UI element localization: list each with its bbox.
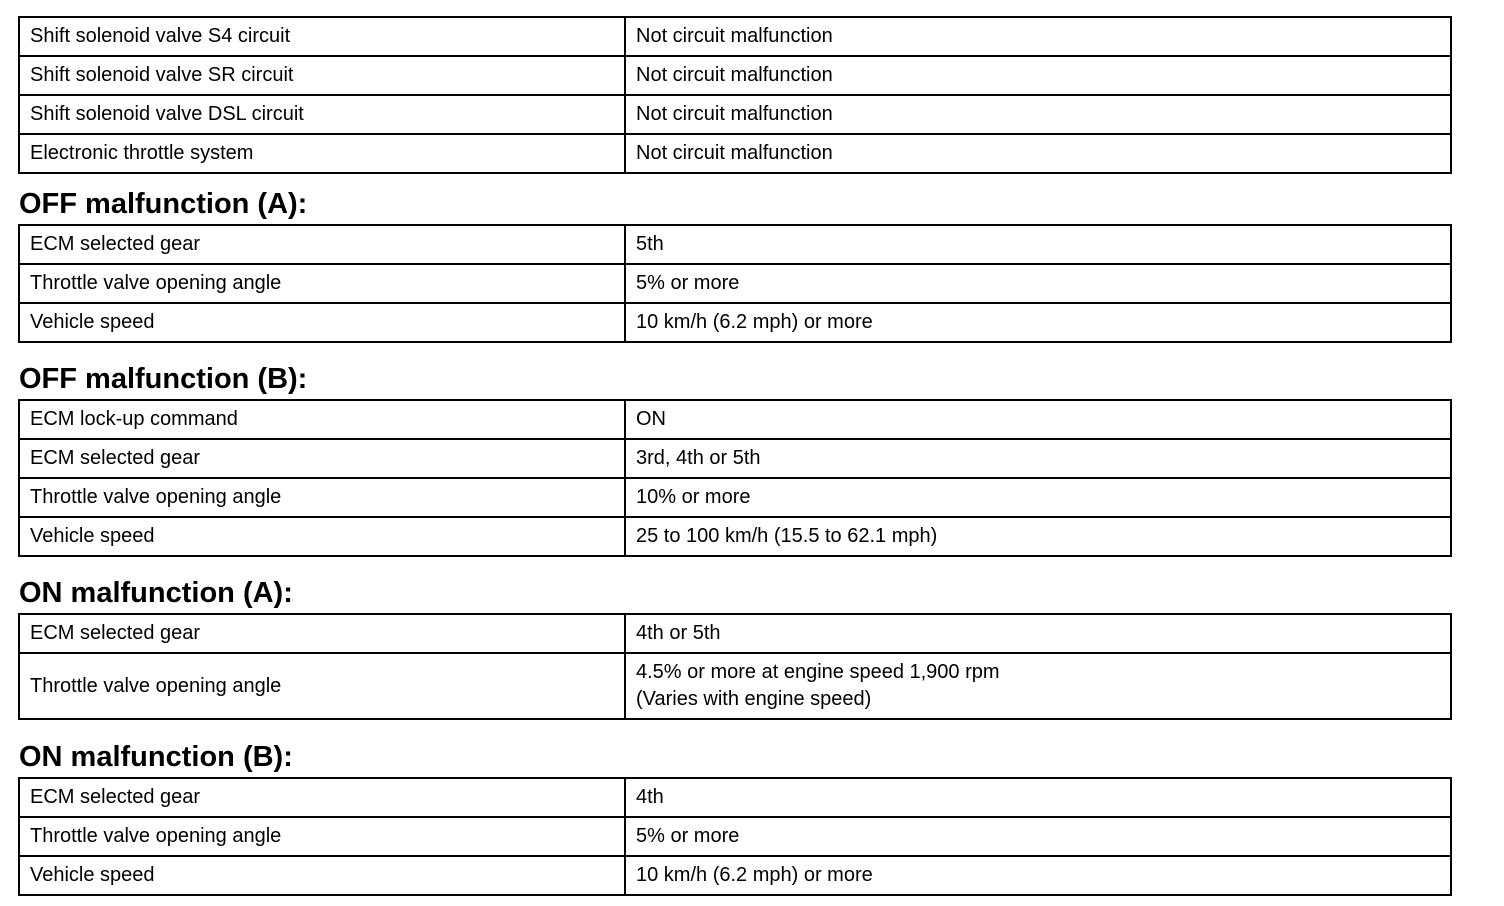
condition-item-cell: Shift solenoid valve SR circuit <box>19 56 625 95</box>
table-row <box>19 95 1451 134</box>
section-heading-on-malfunction-b: ON malfunction (B): <box>19 741 293 773</box>
table-row <box>19 439 1451 478</box>
circuit-conditions-table-block <box>18 16 1450 174</box>
condition-value-cell: Not circuit malfunction <box>625 17 1451 56</box>
table-row <box>19 778 1451 817</box>
table-row <box>19 17 1451 56</box>
off-malfunction-b-table-block <box>18 399 1450 557</box>
condition-item-cell: ECM selected gear <box>19 225 625 264</box>
condition-item-cell: Throttle valve opening angle <box>19 478 625 517</box>
condition-value-cell: ON <box>625 400 1451 439</box>
section-heading-off-malfunction-b: OFF malfunction (B): <box>19 363 308 395</box>
condition-item-cell: ECM selected gear <box>19 439 625 478</box>
condition-value-cell: 25 to 100 km/h (15.5 to 62.1 mph) <box>625 517 1451 556</box>
off-malfunction-a-table-block <box>18 224 1450 343</box>
condition-value-cell: 4th <box>625 778 1451 817</box>
off-malfunction-b-table <box>18 399 1452 557</box>
table-row <box>19 56 1451 95</box>
table-row <box>19 653 1451 719</box>
circuit-conditions-table <box>18 16 1452 174</box>
condition-item-cell: Throttle valve opening angle <box>19 817 625 856</box>
condition-item-cell: Shift solenoid valve DSL circuit <box>19 95 625 134</box>
condition-value-cell: 10% or more <box>625 478 1451 517</box>
off-malfunction-a-table <box>18 224 1452 343</box>
condition-value-line: (Varies with engine speed) <box>636 688 872 710</box>
condition-item-cell: Vehicle speed <box>19 303 625 342</box>
on-malfunction-b-table <box>18 777 1452 896</box>
condition-value-cell: Not circuit malfunction <box>625 56 1451 95</box>
condition-value-cell: 10 km/h (6.2 mph) or more <box>625 856 1451 895</box>
condition-value-line: 4.5% or more at engine speed 1,900 rpm <box>636 661 1000 683</box>
on-malfunction-b-table-block <box>18 777 1450 896</box>
table-row <box>19 478 1451 517</box>
condition-item-cell: Throttle valve opening angle <box>19 653 625 719</box>
section-heading-off-malfunction-a: OFF malfunction (A): <box>19 188 308 220</box>
condition-value-cell: Not circuit malfunction <box>625 134 1451 173</box>
table-row <box>19 134 1451 173</box>
condition-value-cell <box>625 653 1451 719</box>
condition-item-cell: ECM selected gear <box>19 778 625 817</box>
table-row <box>19 303 1451 342</box>
table-row <box>19 614 1451 653</box>
table-row <box>19 517 1451 556</box>
on-malfunction-a-table <box>18 613 1452 720</box>
condition-item-cell: Shift solenoid valve S4 circuit <box>19 17 625 56</box>
condition-value-cell: 4th or 5th <box>625 614 1451 653</box>
condition-value-cell: 5th <box>625 225 1451 264</box>
section-heading-on-malfunction-a: ON malfunction (A): <box>19 577 293 609</box>
table-row <box>19 856 1451 895</box>
table-row <box>19 225 1451 264</box>
condition-item-cell: Vehicle speed <box>19 517 625 556</box>
table-row <box>19 400 1451 439</box>
condition-item-cell: Electronic throttle system <box>19 134 625 173</box>
condition-value-cell: Not circuit malfunction <box>625 95 1451 134</box>
condition-item-cell: Throttle valve opening angle <box>19 264 625 303</box>
condition-item-cell: ECM selected gear <box>19 614 625 653</box>
table-row <box>19 264 1451 303</box>
condition-value-cell: 5% or more <box>625 264 1451 303</box>
condition-item-cell: Vehicle speed <box>19 856 625 895</box>
condition-value-cell: 3rd, 4th or 5th <box>625 439 1451 478</box>
table-row <box>19 817 1451 856</box>
condition-value-cell: 10 km/h (6.2 mph) or more <box>625 303 1451 342</box>
condition-item-cell: ECM lock-up command <box>19 400 625 439</box>
on-malfunction-a-table-block <box>18 613 1450 720</box>
condition-value-cell: 5% or more <box>625 817 1451 856</box>
